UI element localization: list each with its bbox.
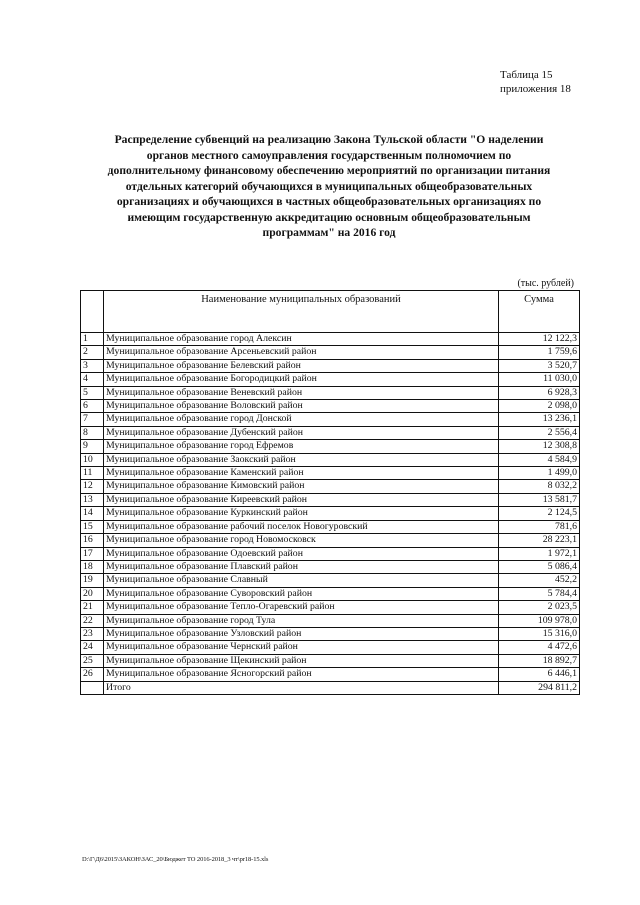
row-number: 21 — [81, 601, 104, 614]
row-number: 7 — [81, 413, 104, 426]
file-path-footer: D:\Г\Д6\2015\ЗАКОН\ЗАС_20\Бюджет ТО 2016-2018_3 чт\pr18-15.xls — [82, 856, 269, 863]
header-sum-cell: Сумма — [499, 291, 580, 333]
municipality-name: Муниципальное образование Славный — [104, 574, 499, 587]
municipality-name: Муниципальное образование Киреевский район — [104, 493, 499, 506]
municipality-name: Муниципальное образование Дубенский район — [104, 426, 499, 439]
title-line: организациях и обучающихся в частных общеобразовательных организациях по — [116, 195, 542, 208]
row-number: 8 — [81, 426, 104, 439]
amount-value: 109 978,0 — [499, 614, 580, 627]
amount-value: 6 446,1 — [499, 668, 580, 681]
table-row — [81, 426, 580, 439]
municipality-name: Муниципальное образование Каменский район — [104, 467, 499, 480]
row-number: 13 — [81, 493, 104, 506]
municipality-name: Муниципальное образование Арсеньевский район — [104, 346, 499, 359]
row-number: 2 — [81, 346, 104, 359]
row-number: 26 — [81, 668, 104, 681]
table-row — [81, 641, 580, 654]
table-row — [81, 560, 580, 573]
table-row — [81, 574, 580, 587]
municipality-name: Муниципальное образование город Тула — [104, 614, 499, 627]
table-row — [81, 467, 580, 480]
row-number: 14 — [81, 507, 104, 520]
amount-value: 12 308,8 — [499, 440, 580, 453]
total-num-cell — [81, 681, 104, 694]
amount-value: 5 086,4 — [499, 560, 580, 573]
row-number: 9 — [81, 440, 104, 453]
table-row — [81, 654, 580, 667]
row-number: 19 — [81, 574, 104, 587]
amount-value: 18 892,7 — [499, 654, 580, 667]
header-num-cell — [81, 291, 104, 333]
table-row — [81, 614, 580, 627]
row-number: 10 — [81, 453, 104, 466]
municipality-name: Муниципальное образование Одоевский район — [104, 547, 499, 560]
table-header-row — [81, 291, 580, 333]
municipality-name: Муниципальное образование рабочий поселок Новогуровский — [104, 520, 499, 533]
amount-value: 4 584,9 — [499, 453, 580, 466]
table-row — [81, 373, 580, 386]
table-row — [81, 493, 580, 506]
row-number: 5 — [81, 386, 104, 399]
amount-value: 1 499,0 — [499, 467, 580, 480]
municipality-name: Муниципальное образование Узловский район — [104, 627, 499, 640]
table-row — [81, 534, 580, 547]
municipality-name: Муниципальное образование город Алексин — [104, 333, 499, 346]
units-label: (тыс. рублей) — [517, 278, 574, 289]
amount-value: 13 581,7 — [499, 493, 580, 506]
amount-value: 3 520,7 — [499, 359, 580, 372]
title-line: Распределение субвенций на реализацию Закона Тульской области "О наделении — [114, 133, 544, 146]
row-number: 20 — [81, 587, 104, 600]
row-number: 3 — [81, 359, 104, 372]
amount-value: 1 972,1 — [499, 547, 580, 560]
title-line: дополнительному финансовому обеспечению мероприятий по организации питания — [107, 164, 551, 177]
table-row — [81, 400, 580, 413]
distribution-table — [80, 290, 580, 695]
title-line: программам" на 2016 год — [262, 226, 396, 239]
municipality-name: Муниципальное образование Веневский район — [104, 386, 499, 399]
municipality-name: Муниципальное образование Белевский район — [104, 359, 499, 372]
municipality-name: Муниципальное образование Щекинский район — [104, 654, 499, 667]
amount-value: 12 122,3 — [499, 333, 580, 346]
amount-value: 6 928,3 — [499, 386, 580, 399]
municipality-name: Муниципальное образование Кимовский район — [104, 480, 499, 493]
row-number: 18 — [81, 560, 104, 573]
amount-value: 2 023,5 — [499, 601, 580, 614]
row-number: 17 — [81, 547, 104, 560]
title-line: отдельных категорий обучающихся в муниципальных общеобразовательных — [125, 179, 533, 193]
amount-value: 1 759,6 — [499, 346, 580, 359]
row-number: 12 — [81, 480, 104, 493]
row-number: 6 — [81, 400, 104, 413]
table-row — [81, 480, 580, 493]
row-number: 1 — [81, 333, 104, 346]
municipality-name: Муниципальное образование город Донской — [104, 413, 499, 426]
table-row — [81, 333, 580, 346]
municipality-name: Муниципальное образование город Ефремов — [104, 440, 499, 453]
amount-value: 28 223,1 — [499, 534, 580, 547]
table-row — [81, 507, 580, 520]
total-label: Итого — [104, 681, 499, 694]
table-row — [81, 346, 580, 359]
table-row — [81, 413, 580, 426]
row-number: 16 — [81, 534, 104, 547]
table-row — [81, 547, 580, 560]
table-row — [81, 453, 580, 466]
amount-value: 5 784,4 — [499, 587, 580, 600]
table-number: Таблица 15 — [500, 69, 553, 81]
row-number: 11 — [81, 467, 104, 480]
table-row — [81, 587, 580, 600]
municipality-name: Муниципальное образование Куркинский район — [104, 507, 499, 520]
amount-value: 15 316,0 — [499, 627, 580, 640]
row-number: 4 — [81, 373, 104, 386]
document-title — [84, 132, 574, 241]
amount-value: 11 030,0 — [499, 373, 580, 386]
row-number: 15 — [81, 520, 104, 533]
table-row — [81, 627, 580, 640]
municipality-name: Муниципальное образование Воловский район — [104, 400, 499, 413]
municipality-name: Муниципальное образование Тепло-Огаревский район — [104, 601, 499, 614]
table-row — [81, 440, 580, 453]
total-amount: 294 811,2 — [499, 681, 580, 694]
row-number: 25 — [81, 654, 104, 667]
municipality-name: Муниципальное образование город Новомосковск — [104, 534, 499, 547]
title-line: органов местного самоуправления государственным полномочием по — [146, 148, 512, 162]
amount-value: 13 236,1 — [499, 413, 580, 426]
title-line: имеющим государственную аккредитацию основным общеобразовательным — [127, 210, 531, 224]
total-row — [81, 681, 580, 694]
row-number: 22 — [81, 614, 104, 627]
table-row — [81, 668, 580, 681]
municipality-name: Муниципальное образование Заокский район — [104, 453, 499, 466]
amount-value: 8 032,2 — [499, 480, 580, 493]
amount-value: 4 472,6 — [499, 641, 580, 654]
row-number: 23 — [81, 627, 104, 640]
table-reference — [500, 68, 571, 96]
amount-value: 2 124,5 — [499, 507, 580, 520]
municipality-name: Муниципальное образование Богородицкий район — [104, 373, 499, 386]
amount-value: 2 098,0 — [499, 400, 580, 413]
table-row — [81, 601, 580, 614]
amount-value: 2 556,4 — [499, 426, 580, 439]
municipality-name: Муниципальное образование Ясногорский район — [104, 668, 499, 681]
table-row — [81, 386, 580, 399]
header-name-cell: Наименование муниципальных образований — [104, 291, 499, 333]
amount-value: 452,2 — [499, 574, 580, 587]
row-number: 24 — [81, 641, 104, 654]
municipality-name: Муниципальное образование Чернский район — [104, 641, 499, 654]
table-row — [81, 359, 580, 372]
municipality-name: Муниципальное образование Плавский район — [104, 560, 499, 573]
municipality-name: Муниципальное образование Суворовский район — [104, 587, 499, 600]
table-row — [81, 520, 580, 533]
appendix-number: приложения 18 — [500, 83, 571, 95]
amount-value: 781,6 — [499, 520, 580, 533]
